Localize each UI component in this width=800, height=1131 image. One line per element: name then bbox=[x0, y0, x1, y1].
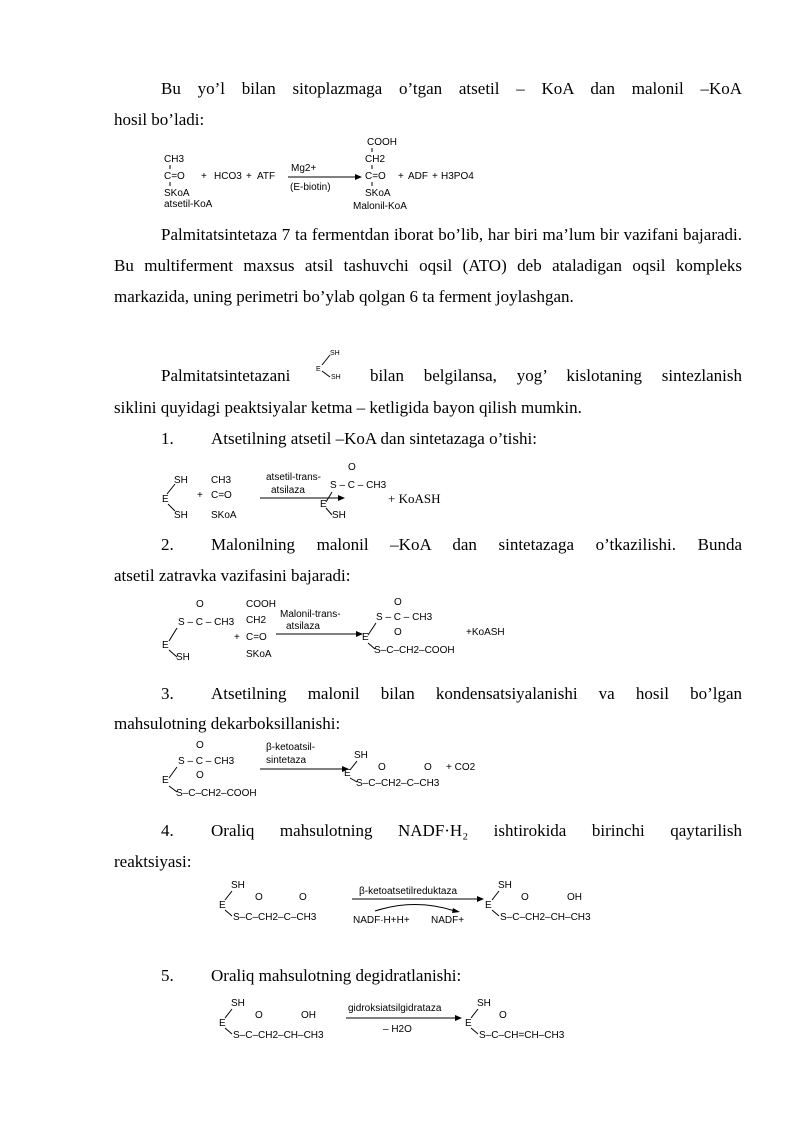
eq0-ch3: CH3 bbox=[164, 154, 185, 165]
eq1-enzyme: atsetil-trans- bbox=[266, 472, 322, 483]
step-2-text-2: atsetil zatravka vazifasini bajaradi: bbox=[114, 566, 351, 585]
svg-text:+: + bbox=[234, 632, 240, 643]
svg-text:SKoA: SKoA bbox=[211, 510, 237, 521]
step-5-text: Oraliq mahsulotning degidratlanishi: bbox=[211, 966, 462, 985]
svg-text:+: + bbox=[246, 171, 252, 182]
svg-text:SH: SH bbox=[330, 350, 340, 357]
svg-text:O: O bbox=[196, 740, 204, 751]
svg-text:atsilaza: atsilaza bbox=[271, 485, 305, 496]
step-3-text-2: mahsulotning dekarboksillanishi: bbox=[114, 714, 341, 733]
svg-text:CH3: CH3 bbox=[211, 475, 232, 486]
svg-text:S–C–CH2–CH–CH3: S–C–CH2–CH–CH3 bbox=[500, 912, 591, 923]
eq0-atf: ATF bbox=[257, 171, 276, 182]
svg-text:C=O: C=O bbox=[365, 171, 386, 182]
svg-text:O: O bbox=[255, 1010, 263, 1021]
svg-text:S–C–CH2–COOH: S–C–CH2–COOH bbox=[176, 788, 257, 799]
eq1-koash: + KoASH bbox=[388, 491, 441, 506]
eq0-hco3: HCO3 bbox=[214, 171, 242, 182]
svg-text:E: E bbox=[219, 900, 226, 911]
svg-text:E: E bbox=[344, 768, 351, 779]
svg-text:SH: SH bbox=[231, 880, 245, 891]
step-4-number: 4. bbox=[161, 821, 174, 840]
svg-text:SH: SH bbox=[331, 374, 341, 381]
svg-text:S–C–CH2–CH–CH3: S–C–CH2–CH–CH3 bbox=[233, 1030, 324, 1041]
paragraph-2-line-2: siklini quyidagi peaktsiyalar ketma – ketligida bayon qilish mumkin. bbox=[114, 398, 582, 417]
svg-text:C=O: C=O bbox=[211, 490, 232, 501]
svg-text:SH: SH bbox=[231, 998, 245, 1009]
svg-text:O: O bbox=[424, 762, 432, 773]
svg-text:O: O bbox=[196, 770, 204, 781]
enzyme-symbol bbox=[310, 345, 350, 381]
eq0-skoa: SKoA bbox=[164, 188, 190, 199]
paragraph-2-line-1 bbox=[161, 360, 742, 391]
svg-text:SH: SH bbox=[174, 510, 188, 521]
svg-text:OH: OH bbox=[567, 892, 582, 903]
eq4-enzyme: β-ketoatsetilreduktaza bbox=[359, 886, 458, 897]
svg-text:S–C–CH2–COOH: S–C–CH2–COOH bbox=[374, 645, 455, 656]
svg-text:SKoA: SKoA bbox=[246, 649, 272, 660]
eq3-enzyme: β-ketoatsil- bbox=[266, 742, 316, 753]
svg-text:O: O bbox=[394, 627, 402, 638]
svg-text:CH2: CH2 bbox=[246, 615, 267, 626]
step-4-text-2: reaktsiyasi: bbox=[114, 852, 192, 871]
svg-text:S–C–CH2–C–CH3: S–C–CH2–C–CH3 bbox=[233, 912, 317, 923]
eq0-atsetil-koa: atsetil-KoA bbox=[164, 199, 213, 210]
eq4-nadfh: NADF·H+H+ bbox=[353, 915, 410, 926]
step-5-number: 5. bbox=[161, 966, 174, 985]
svg-text:SH: SH bbox=[498, 880, 512, 891]
svg-text:O: O bbox=[348, 462, 356, 473]
svg-text:O: O bbox=[378, 762, 386, 773]
svg-text:CH2: CH2 bbox=[365, 154, 386, 165]
intro-line-2: hosil bo’ladi: bbox=[114, 110, 205, 129]
svg-text:E: E bbox=[485, 900, 492, 911]
svg-text:S – C – CH3: S – C – CH3 bbox=[376, 612, 433, 623]
svg-text:SH: SH bbox=[477, 998, 491, 1009]
svg-text:E: E bbox=[320, 499, 327, 510]
svg-text:SH: SH bbox=[354, 750, 368, 761]
svg-text:E: E bbox=[162, 494, 169, 505]
svg-text:atsilaza: atsilaza bbox=[286, 621, 320, 632]
step-4-text: Oraliq mahsulotning NADF·H₂ ishtirokida birinchi qaytarilish bbox=[211, 821, 742, 840]
svg-text:O: O bbox=[521, 892, 529, 903]
svg-text:+: + bbox=[398, 171, 404, 182]
svg-text:COOH: COOH bbox=[246, 599, 276, 610]
step-3-number: 3. bbox=[161, 684, 174, 703]
eq0-cooh: COOH bbox=[367, 137, 397, 148]
eq0-h3po4: H3PO4 bbox=[441, 171, 474, 182]
svg-text:E: E bbox=[162, 640, 169, 651]
svg-text:O: O bbox=[255, 892, 263, 903]
eq3-co2: + CO2 bbox=[446, 762, 476, 773]
svg-text:SH: SH bbox=[332, 510, 346, 521]
eq0-co: C=O bbox=[164, 171, 185, 182]
svg-text:sintetaza: sintetaza bbox=[266, 755, 307, 766]
svg-text:OH: OH bbox=[301, 1010, 316, 1021]
step-2-text: Malonilning malonil –KoA dan sintetazaga o’tkazilishi. Bunda bbox=[211, 535, 742, 554]
svg-text:SKoA: SKoA bbox=[365, 188, 391, 199]
step-3-text: Atsetilning malonil bilan kondensatsiyalanishi va hosil bo’lgan bbox=[211, 684, 742, 703]
svg-text:S – C – CH3: S – C – CH3 bbox=[178, 756, 235, 767]
svg-text:O: O bbox=[196, 599, 204, 610]
eq2-enzyme: Malonil-trans- bbox=[280, 609, 341, 620]
eq0-ebiotin: (E-biotin) bbox=[290, 182, 331, 193]
step-1-number: 1. bbox=[161, 429, 174, 448]
svg-text:+: + bbox=[201, 171, 207, 182]
eq2-koash: +KoASH bbox=[466, 627, 505, 638]
paragraph-2-after: bilan belgilansa, yog’ kislotaning sintezlanish bbox=[369, 366, 742, 385]
svg-text:S – C – CH3: S – C – CH3 bbox=[330, 480, 387, 491]
equation-malonyl-coa bbox=[160, 135, 490, 215]
paragraph-2-before: Palmitatsintetazani bbox=[161, 366, 291, 385]
svg-text:O: O bbox=[499, 1010, 507, 1021]
svg-text:+: + bbox=[432, 171, 438, 182]
step-2-number: 2. bbox=[161, 535, 174, 554]
svg-text:E: E bbox=[162, 775, 169, 786]
svg-text:C=O: C=O bbox=[246, 632, 267, 643]
eq4-nadf: NADF+ bbox=[431, 915, 465, 926]
svg-text:SH: SH bbox=[174, 475, 188, 486]
svg-text:E: E bbox=[219, 1018, 226, 1029]
svg-text:+: + bbox=[197, 490, 203, 501]
equation-step-1 bbox=[160, 460, 460, 520]
equation-step-2 bbox=[160, 595, 520, 665]
step-1-text: Atsetilning atsetil –KoA dan sintetazaga o’tishi: bbox=[211, 429, 537, 448]
svg-text:O: O bbox=[394, 597, 402, 608]
svg-text:S–C–CH=CH–CH3: S–C–CH=CH–CH3 bbox=[479, 1030, 565, 1041]
eq0-malonil-koa: Malonil-KoA bbox=[353, 201, 407, 212]
svg-text:S–C–CH2–C–CH3: S–C–CH2–C–CH3 bbox=[356, 778, 440, 789]
eq5-water: – H2O bbox=[383, 1024, 412, 1035]
eq0-mg: Mg2+ bbox=[291, 163, 317, 174]
paragraph-palmitatsintetaza: Palmitatsintetaza 7 ta fermentdan iborat bo’lib, har biri ma’lum bir vazifani bajaradi. Bu multiferment maxsus atsil tashuvchi oqsil (ATO) deb ataladigan oqsil kompleks markazida, uning perimetri bo’ylab qolgan 6 ta ferment joylashgan. bbox=[114, 225, 742, 306]
equation-step-3 bbox=[160, 738, 500, 804]
svg-text:E: E bbox=[362, 632, 369, 643]
eq0-adf: ADF bbox=[408, 171, 428, 182]
svg-text:S – C – CH3: S – C – CH3 bbox=[178, 617, 235, 628]
svg-text:O: O bbox=[299, 892, 307, 903]
svg-text:E: E bbox=[465, 1018, 472, 1029]
equation-step-5 bbox=[215, 996, 615, 1046]
eq5-enzyme: gidroksiatsilgidrataza bbox=[348, 1003, 442, 1014]
intro-line-1: Bu yo’l bilan sitoplazmaga o’tgan atsetil – KoA dan malonil –KoA bbox=[161, 79, 742, 98]
equation-step-4 bbox=[215, 878, 625, 934]
svg-text:E: E bbox=[316, 366, 321, 373]
svg-text:SH: SH bbox=[176, 652, 190, 663]
